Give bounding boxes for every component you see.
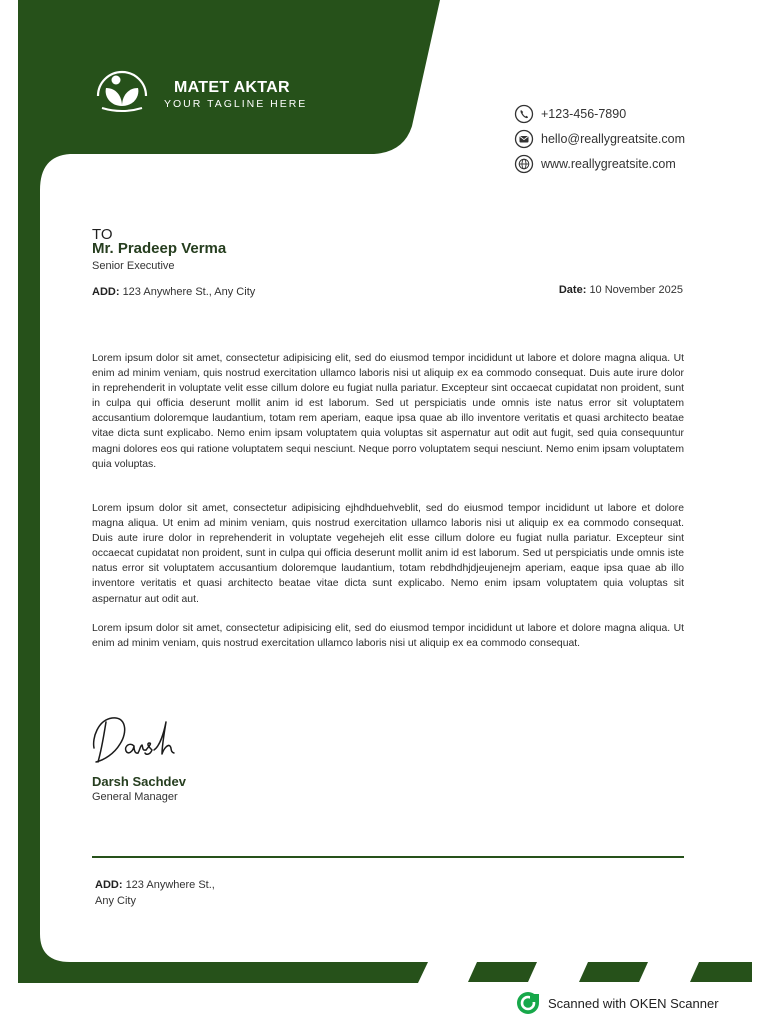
scanner-watermark	[516, 991, 719, 1015]
body-paragraph: Lorem ipsum dolor sit amet, consectetur adipisicing ejhdhduehveblit, sed do eiusmod tempor incididunt ut labore et dolore magna aliqua. Ut enim ad minim veniam, quis nostrud exercitation ullamco laboris nisi ut aliquip ex ea commodo consequat. Duis aute irure dolor in reprehenderit in voluptate vegehejeh elit esse cillum dolore eu fugiat nulla pariatur. Excepteur sint occaecat cupidatat non proident, sunt in culpa qui officia deserunt mollit anim id est laborum. Sed ut perspiciatis unde omnis iste natus error sit voluptatem accusantium doloremque laudantium, totam rebdhdhjdjeujenejm aperiam, eaque ipsa quae ab illo inventore veritatis et quasi architecto beatae vitae dicta sunt explicabo. Nemo enim ipsam voluptatem quia voluptas sit aspernatur aut odit aut.	[92, 503, 684, 605]
brand-name: MATET AKTAR	[174, 79, 290, 96]
phone-icon	[514, 104, 534, 124]
date-value: 10 November 2025	[589, 284, 683, 296]
footer-address-line2: Any City	[95, 895, 136, 907]
footer-address	[95, 877, 215, 909]
email-icon	[514, 129, 534, 149]
footer-divider	[92, 856, 684, 858]
scanner-label: Scanned with OKEN Scanner	[548, 995, 719, 1011]
body-paragraph: Lorem ipsum dolor sit amet, consectetur adipisicing elit, sed do eiusmod tempor incididunt ut labore et dolore magna aliqua. Ut enim ad minim veniam, quis nostrud exercitation ullamco laboris nisi ut aliquip ex ea commodo consequat. Duis aute irure dolor in reprehenderit in voluptate velit esse cillum dolore eu fugiat nulla pariatur. Excepteur sint occaecat cupidatat non proident, sunt in culpa qui officia deserunt mollit anim id est laborum. Sed ut perspiciatis unde omnis iste natus error sit voluptatem accusantium doloremque laudantium, totam rem aperiam, eaque ipsa quae ab illo inventore veritatis et quasi architecto beatae vitae dicta sunt explicabo. Nemo enim ipsam voluptatem quia voluptas sit aspernatur aut odit aut fugit, sed quia consequuntur magni dolores eos qui ratione voluptatem sequi nesciunt. Neque porro voluptatem sequi nesciunt. Nemo enim ipsam voluptatem quia voluptas.	[92, 353, 684, 470]
contact-website[interactable]	[514, 151, 685, 176]
handwritten-signature	[90, 710, 190, 768]
address-label: ADD:	[92, 286, 120, 298]
date-label: Date:	[558, 284, 587, 296]
letter-date	[559, 284, 683, 296]
sender-title: General Manager	[92, 791, 178, 803]
contact-block	[514, 101, 685, 176]
footer-stripe	[579, 962, 648, 982]
leaf-logo-icon	[92, 66, 152, 112]
contact-email[interactable]	[514, 126, 685, 151]
header-band	[18, 0, 440, 983]
footer-address-label: ADD:	[95, 879, 123, 891]
website-text: www.reallygreatsite.com	[541, 156, 676, 171]
recipient-address	[92, 286, 255, 298]
scanner-logo-icon	[516, 991, 540, 1015]
brand-tagline: YOUR TAGLINE HERE	[164, 98, 308, 110]
email-text: hello@reallygreatsite.com	[541, 131, 686, 146]
recipient-title: Senior Executive	[92, 260, 175, 272]
body-paragraph: Lorem ipsum dolor sit amet, consectetur adipisicing elit, sed do eiusmod tempor incididunt ut labore et dolore magna aliqua. Ut enim ad minim veniam, quis nostrud exercitation ullamco laboris nisi ut aliquip ex ea commodo consequat.	[92, 623, 684, 650]
to-label: TO	[92, 226, 113, 243]
globe-icon	[514, 154, 534, 174]
contact-phone[interactable]	[514, 101, 685, 126]
footer-stripe	[690, 962, 752, 982]
phone-text: +123-456-7890	[541, 106, 627, 121]
address-value: 123 Anywhere St., Any City	[122, 286, 256, 298]
recipient-name: Mr. Pradeep Verma	[92, 240, 227, 257]
footer-stripe	[468, 962, 537, 982]
sender-name: Darsh Sachdev	[92, 774, 186, 789]
footer-address-line1: 123 Anywhere St.,	[125, 879, 215, 891]
